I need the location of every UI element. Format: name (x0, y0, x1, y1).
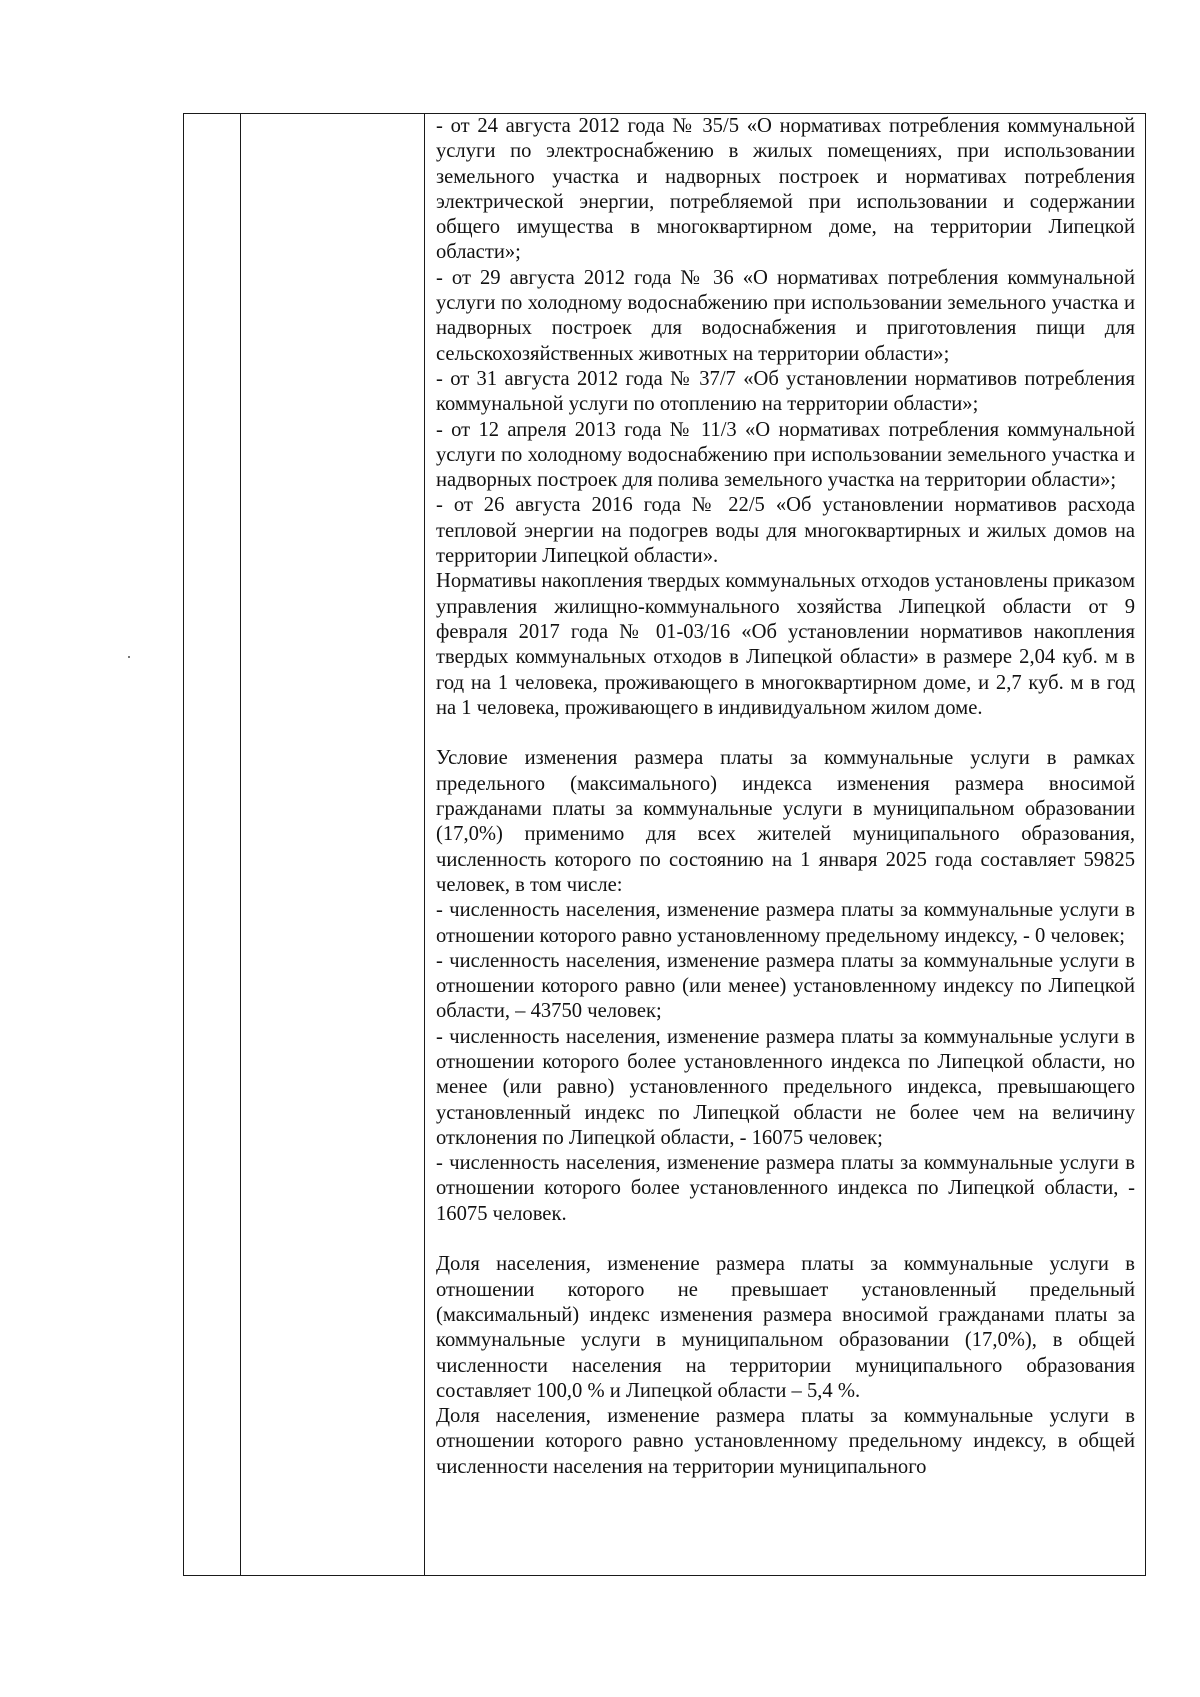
waste-norms-paragraph: Нормативы накопления твердых коммунальных отходов установлены приказом управления жилищно-коммунального хозяйства Липецкой области от 9 февраля 2017 года № 01-03/16 «Об установлении нормативов накопления твердых коммунальных отходов в Липецкой области» в размере 2,04 куб. м в год на 1 человека, проживающего в многоквартирном доме, и 2,7 куб. м в год на 1 человека, проживающего в индивидуальном жилом доме. (436, 570, 1135, 719)
population-share-continued: Доля населения, изменение размера платы за коммунальные услуги в отношении которого равно установленному предельному индексу, в общей численности населения на территории муниципального (436, 1405, 1135, 1478)
resolution-35-5: - от 24 августа 2012 года № 35/5 «О нормативах потребления коммунальной услуги по электроснабжению в жилых помещениях, при использовании земельного участка и надворных построек и нормативах потребления электрической энергии, потребляемой при использовании и содержании общего имущества в многоквартирном доме, на территории Липецкой области»; (436, 115, 1135, 264)
spacer (436, 721, 1135, 746)
document-table (183, 113, 1146, 1576)
column-divider-2 (424, 114, 425, 1575)
population-item-4: - численность населения, изменение размера платы за коммунальные услуги в отношении которого более установленного индекса по Липецкой области, - 16075 человек. (436, 1152, 1135, 1225)
resolution-11-3: - от 12 апреля 2013 года № 11/3 «О нормативах потребления коммунальной услуги по холодному водоснабжению при использовании земельного участка и надворных построек для полива земельного участка на территории области»; (436, 418, 1135, 492)
population-item-2: - численность населения, изменение размера платы за коммунальные услуги в отношении которого равно (или менее) установленному индексу по Липецкой области, – 43750 человек; (436, 949, 1135, 1023)
scan-speck (128, 656, 130, 658)
resolution-22-5: - от 26 августа 2016 года № 22/5 «Об установлении нормативов расхода тепловой энергии на подогрев воды для многоквартирных и жилых домов на территории Липецкой области». (436, 494, 1135, 568)
text-column (436, 114, 1135, 1480)
column-divider-1 (240, 114, 241, 1575)
resolution-36: - от 29 августа 2012 года № 36 «О нормативах потребления коммунальной услуги по холодному водоснабжению при использовании земельного участка и надворных построек для водоснабжения и приготовления пищи для сельскохозяйственных животных на территории области»; (436, 266, 1135, 365)
population-share-paragraph: Доля населения, изменение размера платы за коммунальные услуги в отношении которого не превышает установленный предельный (максимальный) индекс изменения размера вносимой гражданами платы за коммунальные услуги в муниципальном образовании (17,0%), в общей численности населения на территории муниципального образования составляет 100,0 % и Липецкой области – 5,4 %. (436, 1253, 1135, 1402)
fee-change-condition: Условие изменения размера платы за коммунальные услуги в рамках предельного (максимального) индекса изменения размера вносимой гражданами платы за коммунальные услуги в муниципальном образовании (17,0%) применимо для всех жителей муниципального образования, численность которого по состоянию на 1 января 2025 года составляет 59825 человек, в том числе: (436, 747, 1135, 896)
population-item-3: - численность населения, изменение размера платы за коммунальные услуги в отношении которого более установленного индекса по Липецкой области, но менее (или равно) установленного предельного индекса, превышающего установленный индекс по Липецкой области не более чем на величину отклонения по Липецкой области, - 16075 человек; (436, 1025, 1135, 1149)
resolution-37-7: - от 31 августа 2012 года № 37/7 «Об установлении нормативов потребления коммунальной услуги по отоплению на территории области»; (436, 367, 1135, 416)
population-item-1: - численность населения, изменение размера платы за коммунальные услуги в отношении которого равно установленному предельному индексу, - 0 человек; (436, 899, 1135, 947)
spacer (436, 1227, 1135, 1252)
